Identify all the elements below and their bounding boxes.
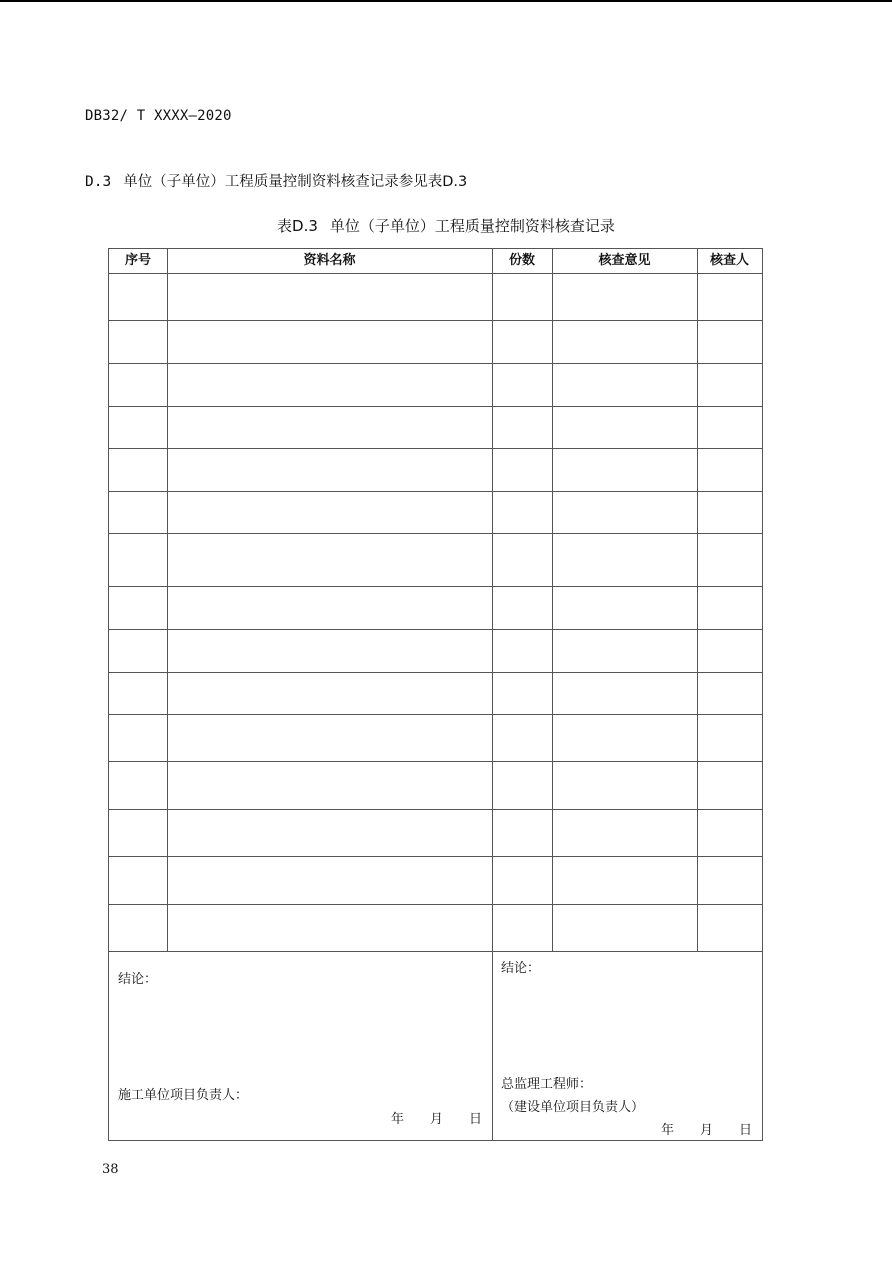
construction-manager-label: 施工单位项目负责人：	[118, 1088, 249, 1103]
row-divider	[109, 672, 762, 673]
column-header-review-opinion: 核查意见	[598, 253, 651, 268]
row-divider	[109, 363, 762, 364]
table-caption	[0, 215, 892, 236]
column-header-document-name: 资料名称	[303, 253, 356, 268]
row-divider	[109, 491, 762, 492]
section-heading	[85, 170, 467, 191]
header-row-divider	[109, 273, 762, 274]
column-divider	[167, 249, 168, 951]
chief-supervisor-label: 总监理工程师：	[501, 1077, 593, 1092]
owner-manager-label: （建设单位项目负责人）	[501, 1100, 645, 1115]
row-divider	[109, 856, 762, 857]
row-divider	[109, 904, 762, 905]
column-header-copies: 份数	[508, 253, 535, 268]
row-divider	[109, 448, 762, 449]
table-caption-number: 表D.3	[277, 217, 318, 235]
row-divider	[109, 320, 762, 321]
table-caption-text: 单位（子单位）工程质量控制资料核查记录	[329, 217, 615, 235]
row-divider	[109, 533, 762, 534]
left-conclusion-label: 结论：	[118, 972, 158, 987]
column-divider	[492, 249, 493, 951]
standard-code: DB32/ T XXXX—2020	[85, 108, 232, 124]
row-divider	[109, 406, 762, 407]
column-header-index: 序号	[124, 253, 151, 268]
row-divider	[109, 809, 762, 810]
row-divider	[109, 714, 762, 715]
row-divider	[109, 761, 762, 762]
row-divider	[109, 586, 762, 587]
signature-divider	[492, 951, 493, 1140]
left-date-day: 日	[469, 1112, 483, 1127]
column-divider	[697, 249, 698, 951]
section-number: D.3	[85, 174, 112, 190]
right-date-year: 年	[661, 1123, 675, 1138]
right-date-row	[661, 1119, 752, 1138]
right-date-day: 日	[739, 1123, 753, 1138]
top-border-rule	[0, 0, 892, 2]
right-date-month: 月	[700, 1123, 714, 1138]
right-conclusion-label: 结论：	[501, 961, 541, 976]
signature-section	[108, 951, 763, 1141]
page-number: 38	[102, 1162, 119, 1177]
record-table	[108, 248, 763, 952]
column-divider	[552, 249, 553, 951]
column-header-reviewer: 核查人	[709, 253, 749, 268]
section-text: 单位（子单位）工程质量控制资料核查记录参见表D.3	[123, 174, 468, 190]
left-date-row	[391, 1108, 482, 1127]
row-divider	[109, 629, 762, 630]
left-date-year: 年	[391, 1112, 405, 1127]
left-date-month: 月	[430, 1112, 444, 1127]
